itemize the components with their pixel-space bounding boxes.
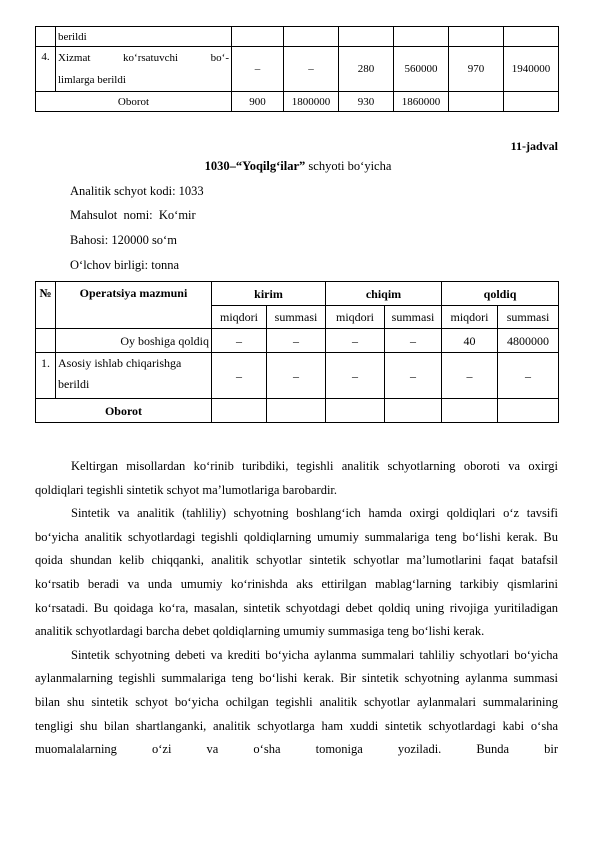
value-cell: 4800000 (498, 329, 559, 353)
chiqim-header: chiqim (326, 282, 442, 306)
value-cell: 40 (442, 329, 498, 353)
table-number-label: 11-jadval (510, 139, 558, 153)
row-number: 4. (36, 47, 56, 92)
total-label: Oborot (36, 92, 232, 112)
operation-line: limlarga berildi (58, 74, 126, 86)
value-cell: – (212, 353, 267, 399)
operation-line: Xizmat ko‘rsatuvchi bo‘- (58, 52, 229, 64)
header-row (36, 282, 559, 306)
value-cell: – (212, 329, 267, 353)
subheader-cell: miqdori (326, 306, 385, 329)
paragraph: Sintetik va analitik (tahliliy) schyotning boshlang‘ich hamda oxirgi qoldiqlari o‘z tavsifi bo‘yicha analitik schyotlardagi tegishli qoldiqlarning umumiy summalariga teng bo‘lishi kerak. Bu qoida shundan kelib chiqqanki, analitik schyotlar sintetik schyotlar ma’lumotlarini faqat batafsil ko‘rsatib beradi va unda umumiy ko‘rinishda aks ettirilgan mablag‘larning tarkibiy qismlarini ko‘rsatadi. Bu qoidaga ko‘ra, masalan, sintetik schyotdagi debet qoldiq uning rivojiga yuritiladigan analitik schyotlardagi barcha debet qoldiqlarning umumiy summasiga teng bo‘lishi kerak. (35, 506, 558, 639)
number-header: № (36, 282, 56, 329)
subheader-cell: summasi (498, 306, 559, 329)
value-cell: – (267, 329, 326, 353)
journal-table-11 (35, 281, 559, 423)
value-cell: – (385, 353, 442, 399)
value-cell: 970 (449, 47, 504, 92)
value-cell: – (326, 353, 385, 399)
value-cell: – (267, 353, 326, 399)
operation-line: berildi (58, 377, 90, 391)
value-cell: – (284, 47, 339, 92)
table-title-account: 1030–“Yoqilg‘ilar” (204, 159, 306, 173)
subheader-cell: miqdori (442, 306, 498, 329)
subheader-cell: miqdori (212, 306, 267, 329)
analytic-code: Analitik schyot kodi: 1033 (70, 184, 204, 198)
value-cell: 900 (232, 92, 284, 112)
operation-cell: berildi (56, 27, 232, 47)
value-cell: – (442, 353, 498, 399)
value-cell: – (498, 353, 559, 399)
value-cell: – (232, 47, 284, 92)
total-row (36, 399, 559, 423)
paragraph: Sintetik schyotning debeti va krediti bo‘yicha aylanma summalari tahliliy schyotlari bo‘yicha aylanmalarning tegishli summalariga teng bo‘lishi kerak. Bir sintetik schyotning aylanma summasi bilan shu sintetik schyot bo‘yicha ochilgan tegishli analitik schyotlar aylanmalari summalarining tengligi shu bilan shartlanganki, analitik schyotlarga ham xuddi sintetik schyotlardagi kabi o‘sha muomalalarning o‘zi va o‘sha tomoniga yoziladi. Bunda bir (35, 647, 558, 757)
value-cell: – (385, 329, 442, 353)
total-label: Oborot (36, 399, 212, 423)
kirim-header: kirim (212, 282, 326, 306)
operation-cell (56, 353, 212, 399)
table-row (36, 27, 559, 47)
value-cell (449, 92, 504, 112)
value-cell (504, 92, 559, 112)
opening-balance-label: Oy boshiga qoldiq (56, 329, 212, 353)
opening-balance-row (36, 329, 559, 353)
row-number (36, 27, 56, 47)
value-cell: 1940000 (504, 47, 559, 92)
qoldiq-header: qoldiq (442, 282, 559, 306)
row-number: 1. (36, 353, 56, 399)
body-text (35, 455, 558, 762)
product-name: Mahsulot nomi: Ko‘mir (70, 208, 196, 222)
value-cell: 930 (339, 92, 394, 112)
value-cell: 1860000 (394, 92, 449, 112)
table-row (36, 353, 559, 399)
table-title (0, 159, 596, 174)
value-cell: – (326, 329, 385, 353)
operation-line: Asosiy ishlab chiqarishga (58, 356, 182, 370)
subheader-cell: summasi (267, 306, 326, 329)
unit-of-measure: O‘lchov birligi: tonna (70, 258, 180, 272)
subheader-cell: summasi (385, 306, 442, 329)
total-row (36, 92, 559, 112)
value-cell: 280 (339, 47, 394, 92)
value-cell: 560000 (394, 47, 449, 92)
operation-header: Operatsiya mazmuni (56, 282, 212, 329)
paragraph: Keltirgan misollardan ko‘rinib turibdiki, tegishli analitik schyotlarning oboroti va oxirgi qoldiqlari tegishli sintetik schyot ma’lumotlariga barobardir. (35, 459, 558, 497)
operation-cell (56, 47, 232, 92)
price: Bahosi: 120000 so‘m (70, 233, 177, 247)
journal-table-10 (35, 26, 559, 112)
table-title-suffix: schyoti bo‘yicha (308, 159, 392, 173)
value-cell: 1800000 (284, 92, 339, 112)
table-row (36, 47, 559, 92)
